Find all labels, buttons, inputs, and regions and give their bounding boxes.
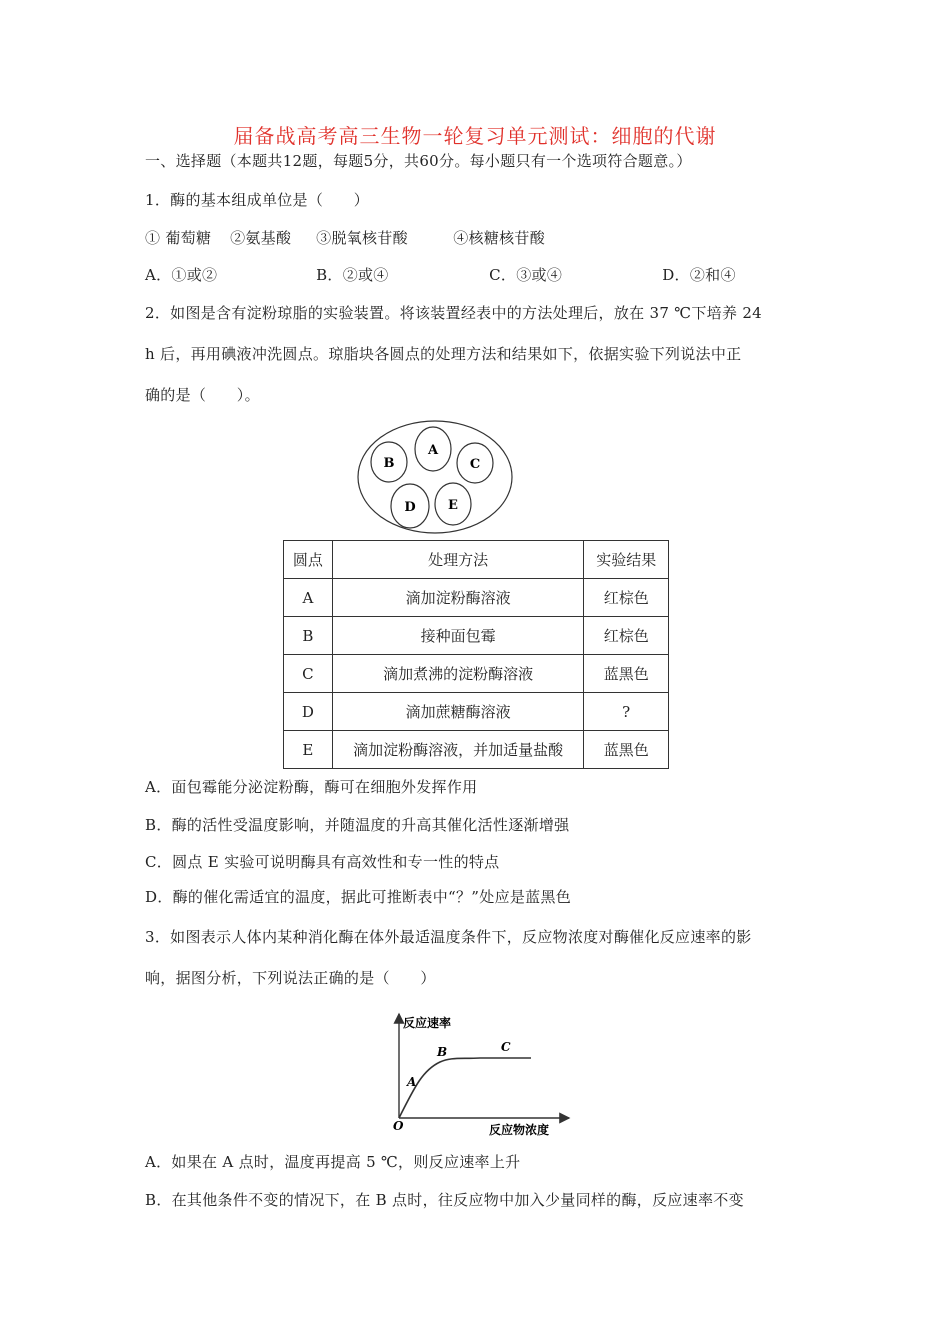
q1-item-3: ③脱氧核苷酸 — [316, 229, 408, 247]
header-cell: 圆点 — [284, 541, 333, 579]
section-heading: 一、选择题（本题共12题，每题5分，共60分。每小题只有一个选项符合题意。） — [145, 152, 692, 170]
q2-stem-line-2: h 后，再用碘液冲洗圆点。琼脂块各圆点的处理方法和结果如下，依据实验下列说法中正 — [145, 345, 742, 363]
table-row — [284, 731, 669, 769]
q2-option-d: D．酶的催化需适宜的温度，据此可推断表中“？”处应是蓝黑色 — [145, 888, 572, 906]
q1-item-1: ① 葡萄糖 — [145, 229, 212, 247]
q2-stem-line-1: 2．如图是含有淀粉琼脂的实验装置。将该装置经表中的方法处理后，放在 37 ℃下培养 24 — [145, 304, 763, 322]
table-row — [284, 655, 669, 693]
point-b-label: B — [437, 1045, 448, 1059]
well-b-label: B — [383, 456, 395, 471]
agar-plate-diagram — [355, 418, 515, 536]
table-cell: ? — [584, 693, 669, 731]
well-e-label: E — [448, 498, 458, 513]
agar-plate — [358, 421, 512, 533]
page-title: 届备战高考高三生物一轮复习单元测试：细胞的代谢 — [233, 124, 717, 148]
q3-stem-line-1: 3．如图表示人体内某种消化酶在体外最适温度条件下，反应物浓度对酶催化反应速率的影 — [145, 928, 752, 946]
q1-option-a: A．①或② — [145, 266, 218, 284]
table-row — [284, 579, 669, 617]
table-cell: B — [284, 617, 333, 655]
table-row — [284, 617, 669, 655]
well-c-label: C — [469, 457, 481, 472]
well-d-label: D — [404, 500, 416, 515]
table-cell: 滴加煮沸的淀粉酶溶液 — [332, 655, 584, 693]
table-cell: 蓝黑色 — [584, 731, 669, 769]
table-cell: 滴加淀粉酶溶液，并加适量盐酸 — [332, 731, 584, 769]
header-cell: 处理方法 — [332, 541, 584, 579]
q2-option-c: C．圆点 E 实验可说明酶具有高效性和专一性的特点 — [145, 853, 500, 871]
q3-option-b: B．在其他条件不变的情况下，在 B 点时，往反应物中加入少量同样的酶，反应速率不变 — [145, 1191, 744, 1209]
table-cell: D — [284, 693, 333, 731]
table-cell: 接种面包霉 — [332, 617, 584, 655]
q3-option-a: A．如果在 A 点时，温度再提高 5 ℃，则反应速率上升 — [145, 1153, 521, 1171]
q1-item-4: ④核糖核苷酸 — [453, 229, 546, 247]
q3-stem-line-2: 响，据图分析，下列说法正确的是（ ） — [145, 969, 436, 987]
table-cell: 滴加蔗糖酶溶液 — [332, 693, 584, 731]
table-cell: E — [284, 731, 333, 769]
q1-options — [145, 264, 736, 285]
table-cell: 红棕色 — [584, 579, 669, 617]
q1-option-c: C．③或④ — [489, 266, 563, 284]
table-cell: C — [284, 655, 333, 693]
table-row — [284, 693, 669, 731]
table-cell: A — [284, 579, 333, 617]
table-cell: 红棕色 — [584, 617, 669, 655]
q2-option-a: A．面包霉能分泌淀粉酶，酶可在细胞外发挥作用 — [145, 778, 478, 796]
q1-stem: 1．酶的基本组成单位是（ ） — [145, 191, 370, 209]
table-cell: 滴加淀粉酶溶液 — [332, 579, 584, 617]
well-a-label: A — [427, 443, 439, 458]
experiment-table — [283, 540, 669, 769]
x-axis-label: 反应物浓度 — [489, 1123, 550, 1137]
point-a-label: A — [407, 1075, 417, 1089]
table-cell: 蓝黑色 — [584, 655, 669, 693]
q1-option-d: D．②和④ — [662, 266, 736, 284]
rate-curve — [399, 1058, 531, 1118]
q1-item-2: ②氨基酸 — [230, 229, 292, 247]
q2-option-b: B．酶的活性受温度影响，并随温度的升高其催化活性逐渐增强 — [145, 816, 570, 834]
point-c-label: C — [501, 1040, 511, 1054]
header-cell: 实验结果 — [584, 541, 669, 579]
table-header-row — [284, 541, 669, 579]
q2-stem-line-3: 确的是（ ）。 — [145, 386, 260, 404]
q1-items — [145, 227, 545, 248]
y-axis-label: 反应速率 — [403, 1016, 452, 1030]
q1-option-b: B．②或④ — [316, 266, 389, 284]
reaction-rate-graph — [385, 1006, 585, 1142]
origin-label: O — [393, 1119, 404, 1133]
